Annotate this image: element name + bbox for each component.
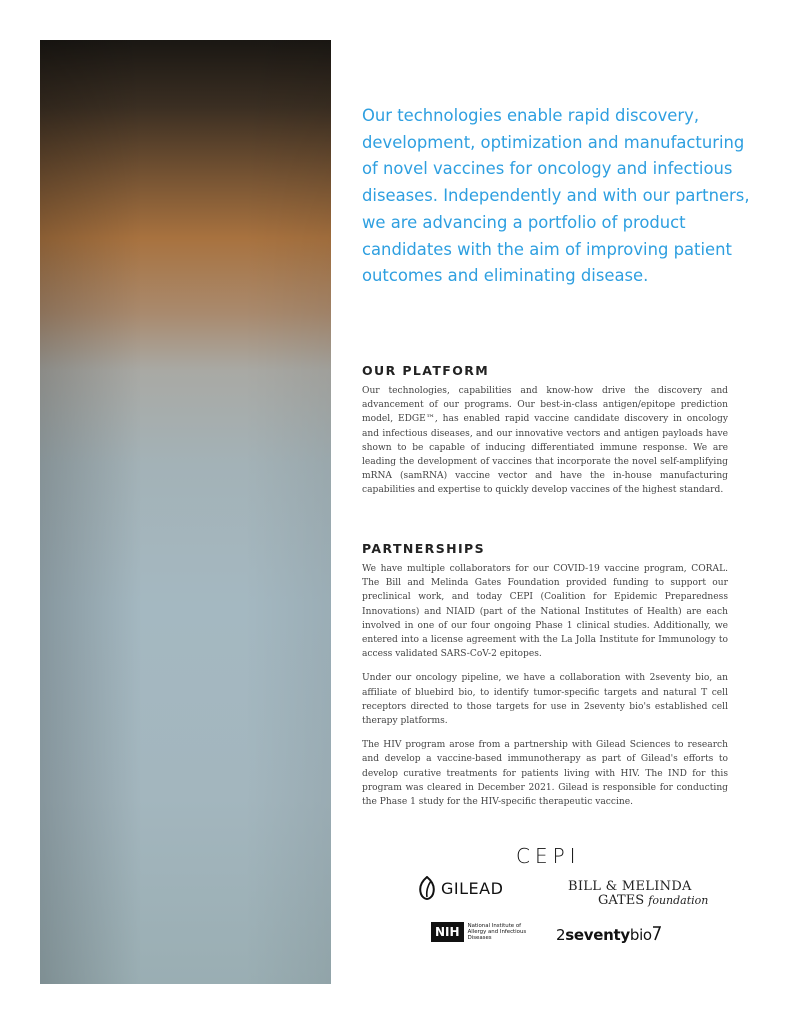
- partnerships-paragraph: We have multiple collaborators for our COVID-19 vaccine program, CORAL. The Bill and Melinda Gates Foundation provided funding to support our preclinical work, and today CEPI (Coalition for Epidemic Preparedness Innovations) and NIAID (part of the National Institutes of Health) are each involved in one of our four ongoing Phase 1 clinical studies. Additionally, we entered into a license agreement with the La Jolla Institute for Immunology to access validated SARS-CoV-2 epitopes.: [362, 564, 728, 660]
- gates-foundation-logo: [568, 880, 708, 908]
- nih-logo: [431, 922, 538, 942]
- partnerships-paragraph: The HIV program arose from a partnership with Gilead Sciences to research and develop a vaccine-based immunotherapy as part of Gilead's efforts to develop curative treatments for patients living with HIV. The IND for this program was cleared in December 2021. Gilead is responsible for conducting the Phase 1 study for the HIV-specific therapeutic vaccine.: [362, 740, 728, 808]
- niaid-text: National Institute of Allergy and Infectious Diseases: [467, 922, 527, 942]
- foundation-word: foundation: [648, 894, 709, 907]
- partnerships-paragraph: Under our oncology pipeline, we have a collaboration with 2seventy bio, an affiliate of bluebird bio, to identify tumor-specific targets and natural T cell receptors directed to those targets for use in 2seventy bio's established cell therapy platforms.: [362, 673, 728, 727]
- 2seventy-bio-word: bio: [629, 926, 652, 944]
- platform-section: [362, 363, 728, 498]
- gates-line-2: [568, 894, 708, 908]
- hero-photo: [40, 40, 331, 984]
- platform-body: Our technologies, capabilities and know-how drive the discovery and advancement of our programs. Our best-in-class antigen/epitope prediction model, EDGE™, has enabled rapid vaccine candidate discovery in oncology and infectious diseases, and our innovative vectors and antigen payloads have shown to be capable of inducing differentiated immune response. We are leading the development of vaccines that incorporate the novel self-amplifying mRNA (samRNA) vaccine vector and have the in-house manufacturing capabilities and expertise to quickly develop vaccines of the highest standard.: [362, 386, 728, 496]
- gilead-leaf-icon: [418, 876, 436, 900]
- platform-heading: OUR PLATFORM: [362, 363, 490, 378]
- slash-mark-icon: [652, 925, 661, 941]
- 2seventy-word: seventy: [565, 926, 630, 944]
- intro-statement: Our technologies enable rapid discovery, development, optimization and manufacturing of novel vaccines for oncology and infectious diseases. Independently and with our partners, we are advancing a portfolio of product candidates with the aim of improving patient outcomes and eliminating disease.: [362, 106, 750, 286]
- gates-word: GATES: [598, 893, 645, 908]
- partnerships-heading: PARTNERSHIPS: [362, 541, 485, 556]
- partnerships-section: [362, 541, 728, 809]
- gilead-wordmark: GILEAD: [441, 878, 504, 898]
- 2seventy-numeral: 2: [556, 926, 566, 944]
- nih-mark: NIH: [431, 922, 464, 942]
- gates-line-1: BILL & MELINDA: [568, 879, 692, 894]
- 2seventy-bio-logo: [556, 925, 661, 944]
- gilead-logo: [418, 876, 503, 900]
- cepi-logo: CEPI: [516, 844, 581, 868]
